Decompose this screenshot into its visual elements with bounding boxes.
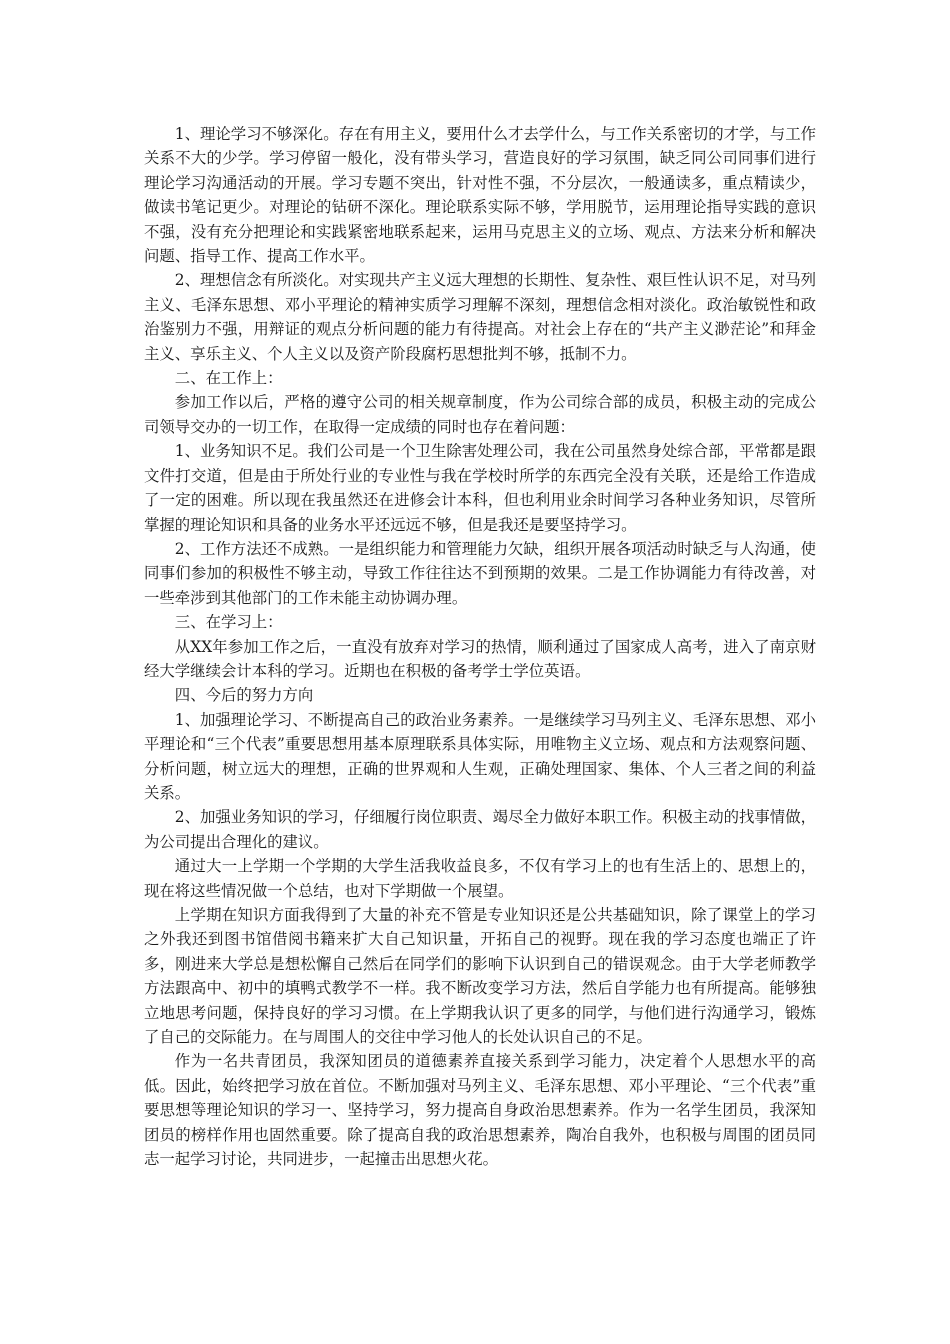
paragraph-strengthen-business: 2、加强业务知识的学习，仔细履行岗位职责、竭尽全力做好本职工作。积极主动的找事情做，为公司提出合理化的建议。 (144, 808, 816, 851)
paragraph-business-knowledge: 1、业务知识不足。我们公司是一个卫生除害处理公司，我在公司虽然身处综合部，平常都是跟文件打交道，但是由于所处行业的专业性与我在学校时所学的东西完全没有关联，还是给工作造成了一定的困难。所以现在我虽然还在进修会计本科，但也利用业余时间学习各种业务知识，尽管所掌握的理论知识和具备的业务水平还远远不够，但是我还是要坚持学习。 (144, 442, 816, 534)
paragraph-semester-summary: 通过大一上学期一个学期的大学生活我收益良多，不仅有学习上的也有生活上的、思想上的，现在将这些情况做一个总结，也对下学期做一个展望。 (144, 857, 816, 900)
paragraph-strengthen-theory: 1、加强理论学习、不断提高自己的政治业务素养。一是继续学习马列主义、毛泽东思想、邓小平理论和“三个代表”重要思想用基本原理联系具体实际，用唯物主义立场、观点和方法观察问题、分析问题，树立远大的理想，正确的世界观和人生观，正确处理国家、集体、个人三者之间的利益关系。 (144, 710, 816, 802)
paragraph-ideals-belief: 2、理想信念有所淡化。对实现共产主义远大理想的长期性、复杂性、艰巨性认识不足，对马列主义、毛泽东思想、邓小平理论的精神实质学习理解不深刻，理想信念相对淡化。政治敏锐性和政治鉴别力不强，用辩证的观点分析问题的能力有待提高。对社会上存在的“共产主义渺茫论”和拜金主义、享乐主义、个人主义以及资产阶段腐朽思想批判不够，抵制不力。 (144, 271, 816, 363)
document-body (144, 122, 816, 1171)
heading-work: 二、在工作上： (174, 369, 283, 388)
paragraph-study-progress: 从XX年参加工作之后，一直没有放弃对学习的热情，顺利通过了国家成人高考，进入了南京财经大学继续会计本科的学习。近期也在积极的备考学士学位英语。 (144, 637, 816, 680)
paragraph-work-intro: 参加工作以后，严格的遵守公司的相关规章制度，作为公司综合部的成员，积极主动的完成公司领导交办的一切工作，在取得一定成绩的同时也存在着问题： (144, 393, 816, 436)
paragraph-knowledge-gains: 上学期在知识方面我得到了大量的补充不管是专业知识还是公共基础知识，除了课堂上的学习之外我还到图书馆借阅书籍来扩大自己知识量，开拓自己的视野。现在我的学习态度也端正了许多，刚进来大学总是想松懈自己然后在同学们的影响下认识到自己的错误观念。由于大学老师教学方法跟高中、初中的填鸭式教学不一样。我不断改变学习方法，然后自学能力也有所提高。能够独立地思考问题，保持良好的学习习惯。在上学期我认识了更多的同学，与他们进行沟通学习，锻炼了自己的交际能力。在与周围人的交往中学习他人的长处认识自己的不足。 (144, 906, 816, 1047)
heading-study: 三、在学习上： (174, 613, 283, 632)
heading-future-direction: 四、今后的努力方向 (174, 686, 314, 705)
paragraph-theory-study: 1、理论学习不够深化。存在有用主义，要用什么才去学什么，与工作关系密切的才学，与工作关系不大的少学。学习停留一般化，没有带头学习，营造良好的学习氛围，缺乏同公司同事们进行理论学习沟通活动的开展。学习专题不突出，针对性不强，不分层次，一般通读多，重点精读少，做读书笔记更少。对理论的钻研不深化。理论联系实际不够，学用脱节，运用理论指导实践的意识不强，没有充分把理论和实践紧密地联系起来，运用马克思主义的立场、观点、方法来分析和解决问题、指导工作、提高工作水平。 (144, 125, 816, 266)
paragraph-work-method: 2、工作方法还不成熟。一是组织能力和管理能力欠缺，组织开展各项活动时缺乏与人沟通，使同事们参加的积极性不够主动，导致工作往往达不到预期的效果。二是工作协调能力有待改善，对一些牵涉到其他部门的工作未能主动协调办理。 (144, 539, 816, 607)
paragraph-league-member: 作为一名共青团员，我深知团员的道德素养直接关系到学习能力，决定着个人思想水平的高低。因此，始终把学习放在首位。不断加强对马列主义、毛泽东思想、邓小平理论、“三个代表”重要思想等理论知识的学习一、坚持学习，努力提高自身政治思想素养。作为一名学生团员，我深知团员的榜样作用也固然重要。除了提高自我的政治思想素养，陶冶自我外，也积极与周围的团员同志一起学习讨论，共同进步，一起撞击出思想火花。 (144, 1052, 816, 1169)
